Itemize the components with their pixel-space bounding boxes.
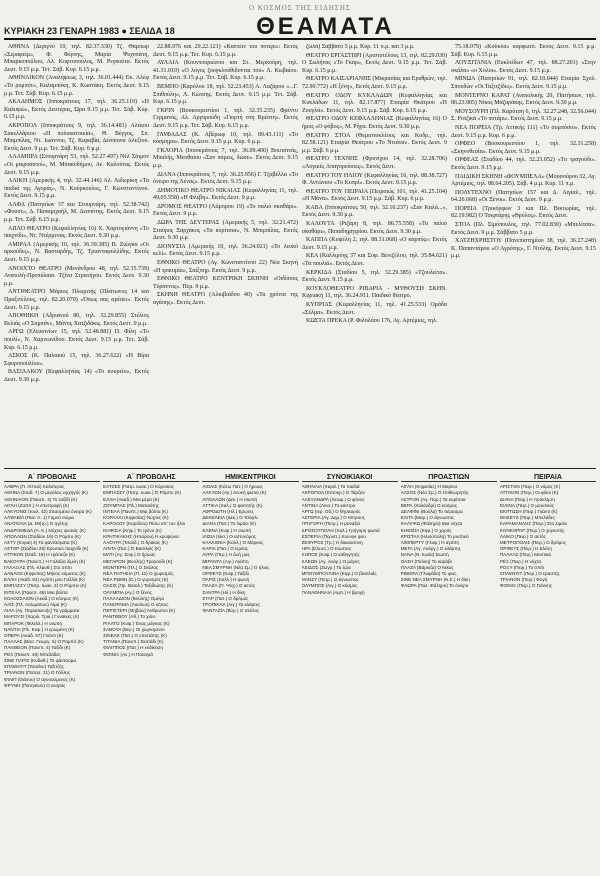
cinema-section-header: ΣΥΝΟΙΚΙΑΚΟΙ	[302, 475, 398, 482]
theatre-entry: ΘΕΑΤΡΟ ΟΔΟΥ ΚΥΚΛΑΔΩΝ (Κεφαλληνίας και Κυκλάδων 11, τηλ. 82.17.877) Εταιρία Θεάτρου «Η Ζουγλά». Εκτός Δευτ. 9.15 μ.μ. Σάβ. Κυρ. 6.15 μ.μ.	[302, 92, 447, 114]
cinema-entry: ΑΤΤΙΚΟΝ (Πειρ.) Οι φίλοι (Κ)	[499, 490, 559, 496]
cinema-entry: ΑΛΕΞΑΝΔΡΑ (Λεωφ.) Ο φόνος	[301, 496, 365, 502]
cinema-entry: ΟΑΣΗ (Πεύκη) Το καράβι	[400, 558, 452, 564]
cinema-entry: ΤΡΟΠΙΚΑΛ (Αιγ.) Οι κλέφτες	[202, 602, 261, 608]
cinema-entry: ΦΛΩΡΑ (Παλ. Φάληρο) Το όνειρο	[400, 583, 469, 589]
cinema-entry: ΒΑΚΟΥΡΑ (Πανεπ.) Η Γαλάζια λίμνη (Κ)	[4, 558, 86, 564]
cinema-entry: ΣΙΝΕ ΠΑΡΙΣ (Κυδαθ.) Το φάντασμα	[4, 657, 77, 663]
cinema-entry: ΚΡΗΤΙΚΑΚΗΣ (Ηπείρου) Η κρυψώνα	[103, 533, 179, 539]
cinema-entry: ΑΚΡΟΠΟΛ (Ιπποκρ.) Ο Τάρζαν	[301, 490, 365, 496]
cinema-section-header: Α΄ ΠΡΟΒΟΛΗΣ	[4, 475, 100, 482]
cinema-entry: ΑΣΤΟΡ (Σταδίου 28) Ερωτικό παιχνίδι (Κ)	[4, 546, 89, 552]
cinema-entry: ΑΙΓΛΗ (Ζαππ.) Η επιστροφή (Κ)	[4, 502, 70, 508]
theatre-listings	[4, 44, 596, 464]
theatre-entry: 22.88.976 και 29.22.121) «Καπτέιν του ποτέρι»: Εκτός Δευτ. 9.15 μ.μ. Τετ. Κυρ. 6.15 μ.μ.	[153, 44, 298, 58]
theatre-entry: ΑΠΟΘΗΚΗ (Αδριανού 80, τηλ. 32.29.855) Στέλιος Βελιάς «Ο Σαμπάν», Μάνος Χατζιδάκις. Εκτός Δευτ. 9 μ.μ.	[4, 313, 149, 327]
cinema-entry: ΚΟΡΑΛΛΙ (Κηφισίας) Νύχτες (Κ)	[103, 515, 169, 521]
theatre-entry: ΒΕΜΠΟ (Καρόλου 18, τηλ. 52.23.453) Α. Λαζάρου «...Γ. Σπιθούλη», Λ. Κώτσης. Εκτός Δευτ. 9.15 μ.μ. Τετ. Σάβ. Κυρ. 6.15 μ.μ.	[153, 83, 298, 106]
cinema-entry: ΡΙΑΛΤΟ (Κυψ.) Ένας μάγκας (Κ)	[103, 620, 170, 626]
cinema-entry: ΑΘΗΝΑΙΑ (Χαριλ.) Τα παιδιά	[301, 484, 360, 490]
theatre-entry: ΠΟΛΥΤΕΧΝΟ (Πατησίων 157 και Δ. Αιγιαλ., τηλ. 64.26.668) «Οι Ξένοι». Εκτός Δευτ. 9 μ.μ.	[451, 189, 596, 204]
theatre-entry: ΛΟΥΞΙΤΑΝΙΑ (Ευκλείδων 47, τηλ. 88.27.201) «Στην σκάλα» «ο Χολοι». Εκτός Δευτ. 9.15 μ.μ.	[451, 60, 596, 74]
cinema-entry: ΚΗΦΙΣΙΑ (Κηφ.) Το τρένο (Κ)	[103, 527, 162, 533]
cinema-entry: ΚΑΛΥΨΩ (Φάληρο) Μια νύχτα	[400, 521, 463, 527]
cinema-entry: ΑΣΤΡΟΝ (Αγ. Παρ.) Τα κορίτσια	[400, 496, 466, 502]
theatre-column	[302, 44, 447, 464]
cinema-entry: ΦΟΙΝΙΞ (Αν.) Η Παναγιά	[103, 651, 153, 657]
cinema-entry: ΜΠΑΡΟΚ (Φιλελλ.) Η σιωπή	[4, 620, 63, 626]
cinema-entry: ΟΛΥΜΠΟΣ (Αιγ.) Ο κόσμος	[301, 583, 358, 589]
cinema-entry: ΚΑΡΙΑ (Πατ.) Ο Ιερέας	[202, 546, 249, 552]
cinema-entry: ΑΣΤΕΡΙΑ (Αγ. Δημ.) Ο Μπρους	[301, 515, 365, 521]
theatre-entry: ΚΕΑ (Καλλιρόης 37 και Σοφ. Βενιζέλου, τηλ. 35.84.621) «Τα πουλιά». Εκτός Δευτ.	[302, 253, 447, 268]
cinema-entry: ΕΙΛΙΝΑ (Πειρ.) Ο μουσικός	[499, 502, 554, 508]
cinema-entry: ΝΑΝΑ (Ν. Ιωνία) Σιωπή	[400, 552, 449, 558]
cinema-entry: ΑΘΗΝΑΙΟΝ (Πανεπ. 4) Το ταξίδι (Κ)	[4, 496, 78, 502]
cinema-entry: ΠΑΝΟΡΑΜΑ (Λιοσίων) Ο κήπος	[103, 602, 169, 608]
cinema-entry: ΔΙΑΝΑ (Πειρ.) Η πρόκληση	[499, 496, 555, 502]
theatre-entry: ΑΣΚΟΣ (Κ. Παλαιού 15, τηλ. 36.27.622) «Η Βίρα Σφυροπουλίου».	[4, 353, 149, 367]
cinema-entry: ΗΡΑ (Ελευσ.) Ο Κώστας	[301, 546, 351, 552]
cinema-entry: ΝΑΝΤΙΑ (Πλ. Κυψ.) Η ερωμένη (Κ)	[4, 626, 75, 632]
cinema-entry: ΛΑΙΣ (Πλ. Ασωμάτων) Αίμα (Κ)	[4, 602, 67, 608]
masthead-top-strip: Ο ΚΟΣΜΟΣ ΤΗΣ ΕΙΔΗΣΗΣ	[248, 4, 351, 12]
cinema-entry: ΣΠΛΕΝΤΙΤ (Τατοΐου) Ταξιτζής	[4, 664, 64, 670]
theatre-entry: ΑΘΗΝΑ (Δεριγνύ 10, τηλ. 82.37.330) Τζ. Θάμπωρ «Σεραφείμ», Φ. Φέρτης, Μαρία Ψυχοπάτη, Μπαρκοπούλου, Αλ. Κοφτοπούλος, Μ. Ρεγκούτα. Εκτός Δευτ. 9.15 μ.μ. Τετ. Σάβ. Κυρ. 6.15 μ.μ.	[4, 44, 149, 73]
cinema-entry: ΟΡΦΕΥΣ (Πειρ.) Η Ελένη	[499, 546, 552, 552]
theatre-entry: ΑΛΙΚΗ (Αμερικής 4, τηλ. 32.44.146) Αλ. Λιδωρίκη «Τα παιδιά της Αγοράς», Ν. Κούρκουλος, Γ. Κωνσταντίνου. Εκτός Δευτ. 9.15 μ.μ.	[4, 178, 149, 200]
cinema-entry: ΕΜΠΑΣΣΥ (Πατρ. Ιωακ.) Ο Ρόμπυ (Κ)	[103, 490, 181, 496]
theatre-entry: ΑΘΗΝΑΙΚΟΝ (Αναλήψεως 3, τηλ. 36.01.444) Εκ. Αλέφ «Το ρομπότ», Καλαμπόκη, Κ. Κωστάκη. Εκτός Δευτ. 9.15 μ.μ. Τετ. Σάβ. Κυρ. 6.15 μ.μ.	[4, 75, 149, 97]
cinema-entry: ΤΙΤΑΝΙΑ (Πανεπ.) Σκοτάδι (Κ)	[103, 639, 164, 645]
theatre-entry: ΜΟΥΣΟΥΡΗ (Πλ. Καρύτση 6, τηλ. 32.27.248, 32.56.044) Σ. Ροτζικά «Το ποτάμι». Εκτός Δευτ. 9.15 μ.μ.	[451, 108, 596, 123]
cinema-entry: ΑΝΤΙΝΑ (Λιοσ.) Το κάστρο	[301, 502, 356, 508]
theatre-entry: ΚΥΠΡΙΑΣ (Κεφαλληνίας 11, τηλ. 41.25.533) Ομάδα «Σέλμα». Εκτός Δευτ.	[302, 302, 447, 316]
cinema-entry: ΣΠΛΕΝΤΙΤ (Πειρ.) Ο εραστής	[499, 571, 560, 577]
cinema-section-header: ΠΡΟΑΣΤΙΩΝ	[401, 475, 497, 482]
theatre-entry: ΑΠΛΟ ΘΕΑΤΡΟ (Κεφαλληνίας 16) Χ. Χαρτογιάννη «Το παιχνίδι», Ντ. Ντέρμενας. Εκτός Δευτ. 9.30 μ.μ.	[4, 225, 149, 240]
cinema-entry: ΡΙΒΙΕΡΑ (Γλυφάδα) Το φως	[400, 571, 457, 577]
theatre-entry: ζωλά) Σάββατο 5 μ.μ. Κυρ. 11 π.μ. και 3 μ.μ.	[306, 44, 415, 50]
cinema-entry: ΤΡΙΑΝΟΝ (Πειρ.) Φυγή	[499, 577, 548, 583]
cinema-entry: ΠΑΝΘΕΟΝ (Πανεπ. 4) Ταξίδι (Κ)	[4, 645, 71, 651]
cinema-entry: ΑΤΤΙΚΟΝ (Σταδ. 19) Η τράπεζα (Κ)	[4, 552, 75, 558]
theatre-entry: ΚΑΠΠΑ (Κυψέλη 2, τηλ. 88.31.068) «Ο καρπός»: Εκτός Δευτ. 9.15 μ.μ.	[302, 237, 447, 251]
theatre-entry: ΜΙΝΩΑ (Πατησίων 91, τηλ. 82.10.044) Εταιρία Σχολ. Σπουδών «Οι Ταξιτζίδες». Εκτός Δευτ. 9.15 μ.μ.	[451, 76, 596, 90]
theatre-entry: ΓΚΡΙΝ (Βουκουρεστίου 1, τηλ. 32.35.235) Φρέντυ Γερμανός, Αλ. Αργυρούδη «Γιορτή στη Βρέστη». Εκτός Δευτ. 9.15 μ.μ. Τετ. Σάβ. Κυρ. 6.15 μ.μ.	[153, 107, 298, 129]
theatre-column	[153, 44, 298, 464]
cinema-entry: ΣΙΝΕΑΚ (Πατ.) Ο επιστάτης (Κ)	[103, 633, 167, 639]
cinema-column	[103, 472, 199, 870]
theatre-entry: ΘΕΑΤΡΟ ΣΤΟΑ (Θεμιστοκλέους και Κοδρ., τηλ. 82.58.121) Εταιρία Θεάτρου «Το Ντιάνα». Εκτός Δευτ. 9 μ.μ. Σάβ. 6 μ.μ.	[302, 132, 447, 154]
cinema-entry: ΑΛΣΟΣ (Νέα Σμ.) Ο επιθεωρητής	[400, 490, 469, 496]
cinema-entry: ΑΦΡΟΔΙΤΗ (Ηλ.) Ερωτες	[202, 509, 254, 515]
cinema-entry: ΠΕΡΙΣΤΕΡΙ (Θηβών) Άνθρωποι (Κ)	[103, 608, 176, 614]
cinema-entry: ΘΗΣΕΥΣ (Πειρ.) Μπελάδες	[499, 515, 556, 521]
theatre-entry: ΘΕΑΤΡΟ ΤΟΥ ΗΛΙΟΥ (Κεφαλληνίας 16, τηλ. 88.38.727) Φ. Αντώνιου «Το Κυπρί». Εκτός Δευτ. 9.15 μ.μ.	[302, 172, 447, 187]
cinema-entry: ΓΑΛΑΞΙΑΣ (Πλ. Κλαυθ.) Στο σπίτι	[4, 564, 72, 570]
masthead	[4, 13, 596, 40]
cinema-entry: ΤΡΙΑΝΟΝ (Πατησ. 21) Ο Γάλλος	[4, 670, 71, 676]
cinema-entry: ΝΕΑ ΣΜΥΡΝΗ (Νέα Σμ.) Ο ήλιος	[202, 564, 270, 570]
cinema-entry: ΒΕΡΑ (Χαλάνδρι) Ο κόσμος	[400, 502, 457, 508]
cinema-entry: ΔΕΛΦΙΝΙ (Βούλα) Το πέρασμα	[400, 509, 463, 515]
cinema-entry: ΦΑΝΤΑΖΙΑ (Βύρ.) Ο σκύλος	[202, 608, 260, 614]
cinema-entry: ΙΝΤΕΑΛ (Πανεπ. 46) Μια βόλτα	[4, 589, 68, 595]
theatre-entry: ΚΑΒΑ (Ιπποκράτους 50, τηλ. 32.10.237) «Σαν Καλά...», Εκτός Δευτ. 9.30 μ.μ.	[302, 204, 447, 219]
cinema-entry: ΠΑΛΛΑΣ (Βασ. Γεωργ. 5) Ο Ραμπό (Κ)	[4, 639, 84, 645]
cinema-entry: ΛΙΝΤΑ (Πατ.) Ο Βασιλιάς (Κ)	[103, 546, 161, 552]
theatre-entry: ΓΚΛΟΡΙΑ (Ιπποκράτους 7, τηλ. 36.09.400) Βουτσινάς, Μπαλής, Ματθαίου «Σαν πάρεις, δώσε». Εκτός Δευτ. 9.15 μ.μ.	[153, 147, 298, 169]
cinema-entry: ΜΠΟΥΜΠΟΥΛΙΝΑ (Κηφ.) Ο βασιλιάς	[301, 571, 377, 577]
theatre-entry: ΑΛΦΑ (Πατησίων 37 και Στουρνάρη, τηλ. 52.38.742) «Φουστ», Δ. Παπαμιχαήλ, Μ. Δεσπότης. Εκτός Δευτ. 9.15 μ.μ. Τετ. Σάβ. 6.15 μ.μ.	[4, 201, 149, 224]
cinema-entry: ΣΙΝΕ ΝΕΑ ΣΜΥΡΝΗ (Ν.Σ.) Η δίκη	[400, 577, 470, 583]
cinema-entry: ΠΑΛΛΑΔΙΟΝ (Βουλής) Ομέγα	[103, 595, 165, 601]
theatre-entry: ΑΝΤΙΘΕΑΤΡΟ Μάριος Πλωριτής (Πλάτωνος 14 και Πραξιτέλους, τηλ. 82.20.070) «Όπως σας αρέσει». Εκτός Δευτ. 9.15 μ.μ.	[4, 289, 149, 311]
cinema-entry: ΑΤΤΙΚΑ (Χαλ.) Ο φοιτητής (Κ)	[202, 502, 263, 508]
cinema-entry: ΑΣΤΥ (Κοραή 4) Τα φαντάσματα (Κ)	[4, 540, 77, 546]
cinema-entry: ΠΛΑΖΑ (Π. Ψυχ.) Ο αετός	[202, 583, 256, 589]
cinema-entry: ΑΘΗΝΑ (Σταδ. 7) Ο μεγάλος αρχηγός (Κ)	[4, 490, 88, 496]
theatre-entry: ΧΑΤΖΗΧΡΗΣΤΟΥ (Πανεπιστημίου 38, τηλ. 36.27.248) Κ. Παπαντάρου «Ο Αγρότης», Γ. Ντόλης. Εκτός Δευτ. 9.15 μ.μ.	[451, 238, 596, 260]
cinema-entry: ΑΠΟΛΛΩΝ (Δεκ.) Η σιωπή	[202, 496, 258, 502]
theatre-entry: ΑΚΡΟΠΟΛ (Ιπποκράτους 9, τηλ. 36.14.481) Αλέκου Σακελλάριου «Η πολυκατοικία», Θ. Βέγγος, Σπ. Μπιμπίλας, Ντ. Ιωάννου, Τζ. Καραβία, Δέσποινα Αλεξίου. Εκτός Δευτ. 9 μ.μ. Τετ. Σάβ. Κυρ. 6 μ.μ.	[4, 122, 149, 152]
cinema-section-header: ΠΕΙΡΑΙΑ	[500, 475, 596, 482]
cinema-entry: ΟΛΥΜΠΙΑ (Αγ.) Ο ξένος	[103, 589, 152, 595]
cinema-entry: ΖΟΥΜΠΑΣ (Πλ.) Ματαιότης	[103, 502, 159, 508]
cinema-entry: ΜΕΤΡΟΠΟΛΙΣ (Πειρ.) Ο δρόμος	[499, 540, 567, 546]
cinema-entry: ΕΛΛΗ (Ακαδ.) Μια μέρα (Κ)	[103, 496, 160, 502]
cinema-entry: ΑΡΙΣΤΟΝ (Πειρ.) Ο νόμος (Κ)	[499, 484, 561, 490]
cinema-entry: ΡΕΞ (Πανεπ. 48) Μπελάδες	[4, 651, 61, 657]
theatre-entry: ΣΚΗΝΗ ΘΕΑΤΡΟ (Αλκιβιάδου 40) «Τα χρόνια της αγάπης». Εκτός Δευτ.	[153, 292, 298, 306]
cinema-entry: ΑΡΓΩ (Ιερ. Οδ.) Ο θησαυρός	[301, 509, 361, 515]
cinema-entry: ΟΠΕΡΑ (Ακαδ. 57) Γκάντι (Κ)	[4, 633, 64, 639]
cinema-entry: ΕΚΠΤΩΣΗ (Πειρ.) Γκάντι (Κ)	[499, 509, 558, 515]
cinema-entry: ΕΑΤΖΕΣ (Πατρ. Ιωακ.) Ο Κόρσικος	[103, 484, 175, 490]
cinema-entry: ΔΙΑΝΑ (Πατ.) Το λιμάνι (Κ)	[202, 521, 256, 527]
cinema-entry: ΝΕΑ ΠΑΤΗΣΙΑ (Π. 11) Ο χωρισμός	[103, 571, 174, 577]
theatre-entry: ΑΜΙΡΑΛ (Αμερικής 10, τηλ. 36.39.385) Β. Ζιώγκα «Οι αρκούδες», Ν. Βασταρδής, Τζ. Τριανταφυλλίδης. Εκτός Δευτ. 9.15 μ.μ.	[4, 241, 149, 264]
cinema-entry: ΔΑΝΑΟΣ (Κηφισίας) Μήκος κύματος (Κ)	[4, 571, 86, 577]
theatre-entry: ΟΡΦΕΑΣ (Σταδίου 44, τηλ. 32.23.052) «Το τραγούδι». Εκτός Δευτ. 9.15 μ.μ.	[451, 157, 596, 171]
cinema-entry: ΡΕΞ (Πειρ.) Η νύχτα	[499, 558, 542, 564]
date-line: ΚΥΡΙΑΚΗ 23 ΓΕΝΑΡΗ 1983 ● ΣΕΛΙΔΑ 18	[4, 26, 175, 36]
theatre-entry: ΓΛΥΦΑΔΑΣ (Κ. Αβέρωφ 10, τηλ. 89.43.111) «Το κόσμημα». Εκτός Δευτ. 9.15 μ.μ. Κυρ. 6 μ.μ.	[153, 131, 298, 146]
cinema-entry: ΑΛΚΥΟΝΙΣ (Ιουλ. 42) Σπασμένα όνειρα (Κ)	[4, 509, 92, 515]
theatre-entry: ΒΑΣΙΛΑΚΟΥ (Κεφαλληνίας 14) «Το κουρείο», Εκτός Δευτ. 9.30 μ.μ.	[4, 369, 149, 383]
cinema-entry: ΕΜΠΑΣΣΥ (Πατρ. Ιωακ. 2) Ο Ρόμπιν (Κ)	[4, 583, 87, 589]
theatre-entry: ΑΡΓΩ (Ελευσινίων 15, τηλ. 52.48.881) Π. Φίλη «Το πουλί», Ν. Χαριτωνίδου. Εκτός Δευτ. 9.15 μ.μ. Τετ. Σάβ. Κυρ. 6.15 μ.μ.	[4, 329, 149, 351]
cinema-entry: ΜΑΤΙ (Αγ. Σοφ.) Ο ήρωας	[103, 552, 156, 558]
cinema-entry: ΑΙΟΛΙΣ (Κάτω Πατ.) Ο ήρωας	[202, 484, 263, 490]
cinema-entry: ΑΑΒΡΑ (Π. Ιππού) Καλύτερος	[4, 484, 65, 490]
cinema-entry: ΙΛΙΣΙΑ (Ιλισ.) Ο αστυνόμος	[202, 533, 257, 539]
cinema-entry: ΓΡΗΓΟΡΗ (Πετρ.) Η μοναξιά	[301, 521, 361, 527]
theatre-entry: ΘΕΑΤΡΟ ΤΕΧΝΗΣ (Φρυνίχου 14, τηλ. 32.28.706) «Λογικές Απαγορεύσεις». Εκτός Δευτ.	[302, 156, 447, 170]
theatre-entry: ΣΤΟΑ (Πλ. Σιμόπουλος, τηλ. 77.02.830) «Μπελίτσα». Εκτός Δευτ. 9 μ.μ. Σάββατο 5 μ.μ.	[451, 222, 596, 236]
cinema-entry: ΕΣΠΕΡΙΑ (Περιστ.) Κουνγκ φου	[301, 533, 366, 539]
theatre-entry: ΔΩΡΑ ΤΗΣ ΔΕΥΤΕΡΑΣ (Αμερικής 5, τηλ. 32.21.472) Σταύρος Ξαρχάκος «Τα κορίτσια», Ν. Μπιμπίλας. Εκτός Δευτ. 9.30 μ.μ.	[153, 220, 298, 242]
theatre-entry: ΔΡΟΜΟΣ ΘΕΑΤΡΟ (Λάμπρου 19) «Το παλιό σκαθάρι». Εκτός Δευτ. 9 μ.μ.	[153, 203, 298, 218]
theatre-entry: ΚΑΛΟΥΤΑ (Ριζάρη 8, τηλ. 86.75.558) «Το παλιό σκαθάρι», Παπαδημητρίου. Εκτός Δευτ. 9.30 μ.μ.	[302, 221, 447, 235]
theatre-entry: ΑΛΑΜΠΡΑ (Στουρνάρη 53, τηλ. 52.27.497) Νέλ Σάιμον «Οι μικροαστοί», Μ. Μπακοδήμου, Αν. Καλούτας. Εκτός Δευτ. 9.15 μ.μ.	[4, 154, 149, 176]
cinema-entry: ΚΗΦΙΣΙΑ (Κηφ.) Ο χορός	[400, 527, 452, 533]
cinema-entry: ΚΟΝΚΟΡΝΤ (Πειρ.) Ο χορευτής	[499, 527, 565, 533]
theatre-column	[451, 44, 596, 464]
cinema-entry: ΝΑΝΣΥ (Πετρ.) Ο άγνωστος	[301, 577, 359, 583]
section-title: ΘΕΑΜΑΤΑ	[256, 13, 395, 40]
cinema-column	[202, 472, 298, 870]
theatre-entry: ΝΕΑ ΠΟΡΕΙΑ (Τρ. Αττικής 111) «Το συμπόσιο». Εκτός Δευτ. 9.15 μ.μ. Κυρ. 6 μ.μ.	[451, 124, 596, 139]
theatre-entry: ΔΙΑΝΑ (Ιπποκράτους 7, τηλ. 36.25.956) Γ. Τζαβέλλα «Το όνειρο της Λένας». Εκτός Δευτ. 9.15 μ.μ.	[153, 171, 298, 186]
cinema-entry: ΜΕΓΑ (Αγ. Ανάργ.) Ο κλέφτης	[400, 546, 461, 552]
cinema-entry: ΛΙΜΠΕΡΤΥ (Γλυφ.) Η αγάπη	[400, 540, 460, 546]
cinema-entry: ΔΡΟΣΟΥΠΟΛΗ (Χαλ.) Γρήγορη φωτιά	[301, 527, 380, 533]
cinema-entry: ΟΑΣΙΣ (Πρ. Βασιλ.) Ταξιδιώτης (Κ)	[103, 583, 173, 589]
theatre-entry: ΑΝΟΙΧΤΟ ΘΕΑΤΡΟ (Μενάνδρου 48, τηλ. 52.35.739) Ανατολή-Προπύλαια. Τζίνα Στρατήγου. Εκτός Δευτ. 9.30 μ.μ.	[4, 265, 149, 287]
theatre-entry: ΠΟΡΕΙΑ (Τρικόρφων 3 και Πλ. Βικτωρίας, τηλ. 82.19.982) Ο Τσιφτάρης «Θρύλος». Εκτός Δευτ.	[451, 205, 596, 220]
cinema-entry: ΛΑΙΚΟ (Πειρ.) Ο αετός	[499, 533, 546, 539]
theatre-entry: ΕΘΝΙΚΟ ΘΕΑΤΡΟ (Αγ. Κωνσταντίνου 22) Νέα Σκηνή «Η τρικυμία», Σαίξπηρ. Εκτός Δευτ. 9 μ.μ.	[153, 260, 298, 274]
cinema-entry: ΦΡΥΝΗ (Πατησίων) Ο νεαρός	[4, 682, 66, 688]
cinema-entry: ΚΑΡΟΛΟΥ (Καρόλου) Πίσω απ' τον ήλιο	[103, 521, 186, 527]
section-divider	[4, 468, 596, 469]
cinema-entry: ΦΟΙΝΙΞ (Πειρ.) Ο Γιάννης	[499, 583, 553, 589]
cinema-entry: ΚΡΙΣΤΑΛ (Ηλιούπολη) Το μυστικό	[400, 533, 469, 539]
cinema-entry: ΚΛΕΩΝ (Αγ. Ανάρ.) Ο μάγος	[301, 558, 360, 564]
cinema-section-header: Α΄ ΠΡΟΒΟΛΗΣ	[103, 475, 199, 482]
cinema-entry: ΜΟΝΤΕΡΝ (Πλ.) Ο Σκύλος	[103, 564, 159, 570]
theatre-entry: ΘΕΑΤΡΟ ΤΟΥ ΠΕΙΡΑΙΑ (Πειραιώς 101, τηλ. 41.25.104) «Η Μάνα». Εκτός Δευτ. 9.15 μ.μ. Σάβ. Κυρ. 6 μ.μ.	[302, 188, 447, 203]
cinema-entry: ΣΑΒΟΥΑ (Βερ.) Οι χωρισμένοι	[103, 626, 165, 632]
cinema-column	[4, 472, 100, 870]
cinema-entry: ΠΛΑΖΑ (Βάρκιζα) Ο Νίκος	[400, 564, 454, 570]
cinema-entry: ΛΑΟΥΡΑ (Τσαλδ.) Ο δράκος (Κ)	[103, 540, 168, 546]
cinema-entry: ΠΑΡΙΣ (Καλλ.) Η φωνή	[202, 577, 250, 583]
cinema-entry: ΙΝΤΕΑΛ (Πανεπ.) Μια βόλτα (Κ)	[103, 509, 168, 515]
cinema-entry: ΣΤΑΡ (Πατ.) Ο δρόμος	[202, 595, 249, 601]
theatre-entry: ΔΗΜΟΤΙΚΟ ΘΕΑΤΡΟ ΝΙΚΑΙΑΣ (Κεφαλληνίας 11, τηλ. 49.05.558) «Η Φλέβη». Εκτός Δευτ. 9 μ.μ.	[153, 187, 298, 202]
cinema-entry: ΝΕΑ ΡΩΜΗ (Ε.) Ο γυρισμός (Κ)	[103, 577, 169, 583]
cinema-entry: ΜΕΓΑΡΟΝ (Βουλής) Τραγούδι (Κ)	[103, 558, 173, 564]
cinema-entry: ΦΙΛΙΠ (Θάσου) Ο αγνοούμενος (Κ)	[4, 676, 76, 682]
theatre-entry: ΑΚΑΔΗΜΟΣ (Ιπποκράτους 17, τηλ. 36.25.119) «Η Καλυψώ», Εκτός Δευτέρας, Ώρα 9.15 μ.μ. Τετ. Σάβ. Κυρ. 6.15 μ.μ.	[4, 99, 149, 121]
cinema-entry: ΛΕΙΔΟΣ (Ζωγρ.) Τα ζώα	[301, 564, 351, 570]
cinema-entry: ΑΝΑΤΟΛΙΑ (Δ. Μήτρ.) Ο ηγέτης	[4, 521, 69, 527]
theatre-entry: 75.18.079) «Κούκλα» καρφωτό. Εκτός Δευτ. 9.15 μ.μ. Σάβ. Κυρ. 6.15 μ.μ.	[451, 44, 596, 58]
cinema-entry: ΑΛΦΑΒΙΛ (Παν. Λ. 1) Γυμνό σώμα	[4, 515, 74, 521]
theatre-entry: ΚΟΥΚΛΟΘΕΑΤΡΟ ΡΙΒΑΡΙΑ - ΜΥΘΟΥΣΗ ΣΚΗΝ. Κυριακή 11, τηλ. 36.24.911. Παιδικό θέατρο.	[302, 285, 447, 300]
theatre-entry: ΘΕΑΤΡΟ ΚΑΙΣΑΡΙΑΝΗΣ (Μικρασίας και Ερυθρών, τηλ. 72.90.772) «Η ξένη», Εκτός Δευτ. 9.15 μ.μ.	[302, 76, 447, 90]
theatre-column	[4, 44, 149, 464]
cinema-entry: ΠΑΝΑΘΗΝΑΙΑ (Αμπ.) Η βροχή	[301, 589, 365, 595]
cinema-entry: ΦΙΛΙΠΠΟΣ (Πατ.) Η εκδίκηση	[103, 645, 163, 651]
cinema-column	[500, 472, 596, 870]
cinema-entry: ΚΗΠΟΣ (Κυψ.) Ο καθηγητής	[301, 552, 360, 558]
cinema-entry: ΑΠΟΛΛΩΝ (Σταδίου 19) Ο Ρόμπυ (Κ)	[4, 533, 81, 539]
cinema-entry: ΡΑΝΤΕΒΟΥ (Αθ.) Το χιόνι	[103, 614, 156, 620]
theatre-entry: ΜΟΝΤΕΡΝΟ ΚΑΡΑΤ (Ανατολικής 20, Πατήσιων, τηλ. 86.23.905) Νίκος Μαζαράκης. Εκτός Δευτ. 9.30 μ.μ.	[451, 92, 596, 107]
cinema-entry: ΜΙΡΑΝΤΑ (Αιγ.) Αγάπη	[202, 558, 249, 564]
cinema-entry: ΛΙΛΑ (Αγ. Παρασκευής) Τα γράμματα	[4, 608, 80, 614]
theatre-entry: ΚΕΡΚΙΔΑ (Σταδίου 5, τηλ. 32.29.385) «Τζουλιέτα». Εκτός Δευτ. 9.15 μ.μ.	[302, 269, 447, 284]
cinema-section-header: ΗΜΙΚΕΝΤΡΙΚΟΙ	[202, 475, 298, 482]
cinema-column	[302, 472, 398, 870]
cinema-entry: ΕΛΛΗ (Ακαδ. 64) Αγάπη μου Γαλλία (Κ)	[4, 577, 85, 583]
theatre-entry: ΘΕΑΤΡΟ ΕΡΓΑΣΤΗΡΙ (Αριστοτέλους 13, τηλ. 82.29.030) Ο Σωλήνας «Το Γκαρ», Εκτός Δευτ. 9.15 μ.μ. Τετ. Σάβ. Κυρ. 6.15 μ.μ.	[302, 52, 447, 74]
cinema-column	[401, 472, 497, 870]
cinema-entry: ΚΑΡΑΜΑΝΛΗΣ (Πειρ.) Στο λιμάνι	[499, 521, 568, 527]
cinema-entry: ΔΕΚΕΛΕΙΑ (Δεκ.) Ο Τσάρλι	[202, 515, 258, 521]
cinema-entry: ΖΕΦΥΡΟΣ (Τρ.) Η δικαιοσύνη	[301, 540, 363, 546]
cinema-entry: ΚΟΛΟΣΣΑΙΟΝ (Ακαδ.) Ο κόσμος (Κ)	[4, 595, 79, 601]
theatre-entry: ΠΑΙΔΙΚΗ ΣΚΗΝΗ «ΦΟΥΜΠΕΛΑ» (Μουσούρου 32, Αγ. Αρτέμιος, τηλ. 88.64.205). Σάβ. 4 μ.μ. Κυρ. 11 π.μ.	[451, 173, 596, 188]
theatre-entry: ΘΕΑΤΡΟ ΟΔΟΥ ΚΕΦΑΛΛΗΝΙΑΣ (Κεφαλληνίας 16) Ο ήμος «Ο φόβος», Μ. Ρήγα. Εκτός Δευτ. 9.30 μ.μ.	[302, 116, 447, 130]
cinema-entry: ΡΟΞΥ (Πειρ.) Το σπίτι	[499, 564, 545, 570]
cinema-entry: ΣΑΝΤΡΑ (Ηλ.) Η δίκη	[202, 589, 246, 595]
cinema-entry: ΑΙΓΛΗ (Κηφισίας) Η Μαρίνα	[400, 484, 458, 490]
theatre-entry: ΑΥΛΑΙΑ (Κουντουριώτου και Στ. Μερκούρη, τηλ. 41.31.010) «Ο λόγος ζουγκλούθιδονται του» Λ. Κωβαίου. Εκτός Δευτ. 9.15 μ.μ. Τετ. Σάβ. Κυρ. 6.15 μ.μ.	[153, 60, 298, 82]
cinema-entry: ΚΑΛΛΙΘΕΑ (Καλλ.) Ο Μάρκος	[202, 540, 264, 546]
theatre-entry: ΟΡΦΕΟ (Βουκουρεστίου 1, τηλ. 32.31.258) «Σκηνοθεσία». Εκτός Δευτ. 9.15 μ.μ.	[451, 141, 596, 155]
cinema-listings	[4, 472, 596, 870]
cinema-entry: ΑΛΚΥΩΝ (Αγ.) Λευκή φωτιά (Κ)	[202, 490, 267, 496]
cinema-entry: ΕΛΙΤΑ (Μαρ.) Ο άγνωστος	[400, 515, 455, 521]
theatre-entry: ΔΙΟΝΥΣΙΑ (Αμερικής 10, τηλ. 36.24.021) «Το λευκό κελί». Εκτός Δευτ. 9.15 μ.μ.	[153, 243, 298, 258]
cinema-entry: ΕΛΕΝΑ (Κυψ.) Η σιωπή	[202, 527, 252, 533]
cinema-entry: ΟΡΦΕΥΣ (Κυψ.) Ταξίδι	[202, 571, 249, 577]
cinema-entry: ΑΝΔΡΟΜΕΔΑ (Α. Κ.) Νύχτες φωτιάς (Κ)	[4, 527, 86, 533]
theatre-entry: ΕΘΝΙΚΟ ΘΕΑΤΡΟ ΚΕΝΤΡΙΚΗ ΣΚΗΝΗ «Οιδίπους Τύραννος». Πεμ. 9 μ.μ.	[153, 276, 298, 290]
cinema-entry: ΛΥΡΑ (Περ.) Η ζωή μας	[202, 552, 250, 558]
cinema-entry: ΠΑΛΛΑΣ (Πειρ.) Μυστικά	[499, 552, 552, 558]
theatre-entry: ΚΩΣΤΑ ΠΡΕΚΑ (Ρ. Φιλολάου 176, Αγ. Αρτέμιος, τηλ.	[306, 318, 438, 325]
cinema-entry: ΜΑΡΟΥΣΙ (Χαριλ. Τρικ.) Γυναίκες (Κ)	[4, 614, 80, 620]
